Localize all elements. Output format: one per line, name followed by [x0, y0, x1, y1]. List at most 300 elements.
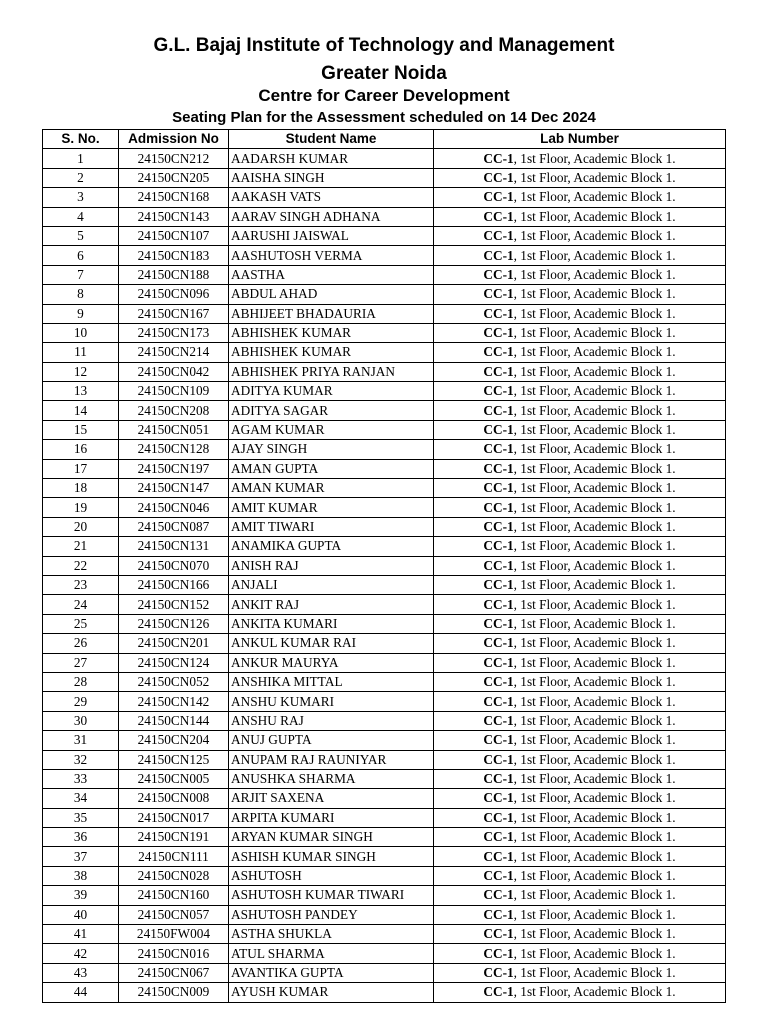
seating-plan-table: [42, 129, 726, 1003]
lab-code: CC-1: [483, 596, 514, 612]
cell-admission-no: 24150CN197: [119, 459, 229, 478]
cell-admission-no: 24150CN028: [119, 866, 229, 885]
cell-admission-no: 24150FW004: [119, 925, 229, 944]
cell-sno: 38: [43, 866, 119, 885]
table-row: [43, 382, 726, 401]
table-row: [43, 731, 726, 750]
lab-code: CC-1: [483, 402, 514, 418]
cell-sno: 35: [43, 808, 119, 827]
lab-location: , 1st Floor, Academic Block 1.: [513, 868, 676, 884]
cell-admission-no: 24150CN205: [119, 168, 229, 187]
cell-sno: 18: [43, 479, 119, 498]
lab-code: CC-1: [483, 305, 514, 321]
cell-student-name: AAKASH VATS: [229, 188, 434, 207]
cell-sno: 22: [43, 556, 119, 575]
cell-student-name: ARPITA KUMARI: [229, 808, 434, 827]
table-row: [43, 963, 726, 982]
lab-location: , 1st Floor, Academic Block 1.: [513, 887, 676, 903]
lab-code: CC-1: [483, 984, 514, 1000]
cell-admission-no: 24150CN167: [119, 304, 229, 323]
cell-admission-no: 24150CN042: [119, 362, 229, 381]
lab-location: , 1st Floor, Academic Block 1.: [513, 848, 676, 864]
cell-admission-no: 24150CN107: [119, 226, 229, 245]
table-row: [43, 537, 726, 556]
lab-code: CC-1: [483, 460, 514, 476]
cell-student-name: ASTHA SHUKLA: [229, 925, 434, 944]
table-row: [43, 828, 726, 847]
lab-location: , 1st Floor, Academic Block 1.: [513, 228, 676, 244]
lab-code: CC-1: [483, 344, 514, 360]
cell-sno: 10: [43, 323, 119, 342]
cell-sno: 33: [43, 769, 119, 788]
table-row: [43, 575, 726, 594]
table-row: [43, 789, 726, 808]
lab-location: , 1st Floor, Academic Block 1.: [513, 422, 676, 438]
lab-location: , 1st Floor, Academic Block 1.: [513, 557, 676, 573]
table-row: [43, 983, 726, 1002]
table-body: [43, 149, 726, 1002]
lab-code: CC-1: [483, 557, 514, 573]
cell-student-name: ABHISHEK KUMAR: [229, 343, 434, 362]
lab-location: , 1st Floor, Academic Block 1.: [513, 441, 676, 457]
cell-sno: 36: [43, 828, 119, 847]
lab-location: , 1st Floor, Academic Block 1.: [513, 635, 676, 651]
lab-code: CC-1: [483, 693, 514, 709]
cell-sno: 17: [43, 459, 119, 478]
cell-sno: 11: [43, 343, 119, 362]
lab-location: , 1st Floor, Academic Block 1.: [513, 247, 676, 263]
cell-sno: 42: [43, 944, 119, 963]
cell-student-name: AARAV SINGH ADHANA: [229, 207, 434, 226]
cell-lab-number: [434, 285, 726, 304]
cell-lab-number: [434, 886, 726, 905]
cell-student-name: AMAN GUPTA: [229, 459, 434, 478]
table-row: [43, 188, 726, 207]
cell-sno: 7: [43, 265, 119, 284]
cell-lab-number: [434, 401, 726, 420]
lab-location: , 1st Floor, Academic Block 1.: [513, 964, 676, 980]
lab-code: CC-1: [483, 519, 514, 534]
cell-admission-no: 24150CN016: [119, 944, 229, 963]
cell-lab-number: [434, 517, 726, 536]
cell-admission-no: 24150CN008: [119, 789, 229, 808]
table-row: [43, 498, 726, 517]
cell-lab-number: [434, 440, 726, 459]
cell-admission-no: 24150CN051: [119, 420, 229, 439]
cell-admission-no: 24150CN201: [119, 634, 229, 653]
cell-sno: 5: [43, 226, 119, 245]
cell-student-name: ANJALI: [229, 575, 434, 594]
cell-admission-no: 24150CN131: [119, 537, 229, 556]
cell-sno: 12: [43, 362, 119, 381]
cell-student-name: AAISHA SINGH: [229, 168, 434, 187]
cell-lab-number: [434, 479, 726, 498]
cell-sno: 29: [43, 692, 119, 711]
cell-student-name: AASTHA: [229, 265, 434, 284]
cell-sno: 40: [43, 905, 119, 924]
cell-lab-number: [434, 653, 726, 672]
cell-admission-no: 24150CN191: [119, 828, 229, 847]
cell-lab-number: [434, 634, 726, 653]
cell-student-name: AMIT KUMAR: [229, 498, 434, 517]
table-row: [43, 343, 726, 362]
cell-sno: 32: [43, 750, 119, 769]
table-row: [43, 672, 726, 691]
cell-admission-no: 24150CN147: [119, 479, 229, 498]
cell-student-name: AMIT TIWARI: [229, 517, 434, 536]
city-title: Greater Noida: [321, 63, 447, 84]
lab-code: CC-1: [483, 809, 514, 825]
table-row: [43, 614, 726, 633]
lab-location: , 1st Floor, Academic Block 1.: [513, 150, 676, 166]
lab-code: CC-1: [483, 577, 514, 593]
cell-admission-no: 24150CN009: [119, 983, 229, 1002]
lab-code: CC-1: [483, 422, 514, 438]
lab-code: CC-1: [483, 150, 514, 166]
lab-location: , 1st Floor, Academic Block 1.: [513, 189, 676, 205]
lab-code: CC-1: [483, 732, 514, 748]
lab-location: , 1st Floor, Academic Block 1.: [513, 790, 676, 806]
cell-sno: 37: [43, 847, 119, 866]
column-header-admission-no: Admission No: [119, 130, 229, 149]
lab-code: CC-1: [483, 945, 514, 961]
column-header-student-name: Student Name: [229, 130, 434, 149]
cell-student-name: ATUL SHARMA: [229, 944, 434, 963]
cell-sno: 26: [43, 634, 119, 653]
cell-admission-no: 24150CN152: [119, 595, 229, 614]
lab-code: CC-1: [483, 964, 514, 980]
table-row: [43, 711, 726, 730]
lab-location: , 1st Floor, Academic Block 1.: [513, 926, 676, 942]
cell-student-name: ANSHIKA MITTAL: [229, 672, 434, 691]
cell-admission-no: 24150CN057: [119, 905, 229, 924]
cell-admission-no: 24150CN087: [119, 517, 229, 536]
cell-lab-number: [434, 207, 726, 226]
cell-admission-no: 24150CN017: [119, 808, 229, 827]
lab-location: , 1st Floor, Academic Block 1.: [513, 169, 676, 185]
lab-location: , 1st Floor, Academic Block 1.: [513, 499, 676, 515]
cell-lab-number: [434, 246, 726, 265]
cell-student-name: ASHISH KUMAR SINGH: [229, 847, 434, 866]
cell-lab-number: [434, 672, 726, 691]
lab-code: CC-1: [483, 712, 514, 728]
table-row: [43, 401, 726, 420]
lab-location: , 1st Floor, Academic Block 1.: [513, 305, 676, 321]
cell-student-name: AADARSH KUMAR: [229, 149, 434, 168]
lab-code: CC-1: [483, 887, 514, 903]
cell-lab-number: [434, 362, 726, 381]
cell-sno: 13: [43, 382, 119, 401]
table-row: [43, 304, 726, 323]
cell-admission-no: 24150CN214: [119, 343, 229, 362]
institute-title: G.L. Bajaj Institute of Technology and Management: [153, 35, 615, 56]
table-row: [43, 653, 726, 672]
cell-student-name: ANKUR MAURYA: [229, 653, 434, 672]
cell-lab-number: [434, 614, 726, 633]
lab-code: CC-1: [483, 480, 514, 496]
cell-sno: 44: [43, 983, 119, 1002]
cell-admission-no: 24150CN052: [119, 672, 229, 691]
table-row: [43, 459, 726, 478]
cell-sno: 25: [43, 614, 119, 633]
cell-lab-number: [434, 750, 726, 769]
lab-location: , 1st Floor, Academic Block 1.: [513, 286, 676, 302]
lab-location: , 1st Floor, Academic Block 1.: [513, 829, 676, 845]
cell-sno: 24: [43, 595, 119, 614]
cell-admission-no: 24150CN109: [119, 382, 229, 401]
lab-location: , 1st Floor, Academic Block 1.: [513, 344, 676, 360]
cell-admission-no: 24150CN124: [119, 653, 229, 672]
lab-location: , 1st Floor, Academic Block 1.: [513, 325, 676, 341]
cell-sno: 2: [43, 168, 119, 187]
table-row: [43, 440, 726, 459]
table-row: [43, 265, 726, 284]
cell-lab-number: [434, 731, 726, 750]
table-row: [43, 362, 726, 381]
cell-lab-number: [434, 983, 726, 1002]
cell-student-name: ANUJ GUPTA: [229, 731, 434, 750]
cell-admission-no: 24150CN128: [119, 440, 229, 459]
table-row: [43, 246, 726, 265]
cell-lab-number: [434, 498, 726, 517]
cell-sno: 3: [43, 188, 119, 207]
cell-sno: 15: [43, 420, 119, 439]
lab-code: CC-1: [483, 751, 514, 767]
cell-lab-number: [434, 847, 726, 866]
cell-admission-no: 24150CN173: [119, 323, 229, 342]
cell-admission-no: 24150CN067: [119, 963, 229, 982]
lab-code: CC-1: [483, 829, 514, 845]
cell-lab-number: [434, 459, 726, 478]
lab-location: , 1st Floor, Academic Block 1.: [513, 674, 676, 690]
table-row: [43, 595, 726, 614]
lab-location: , 1st Floor, Academic Block 1.: [513, 712, 676, 728]
lab-code: CC-1: [483, 383, 514, 399]
cell-lab-number: [434, 265, 726, 284]
cell-admission-no: 24150CN208: [119, 401, 229, 420]
lab-code: CC-1: [483, 286, 514, 302]
table-row: [43, 323, 726, 342]
lab-location: , 1st Floor, Academic Block 1.: [513, 538, 676, 554]
lab-code: CC-1: [483, 654, 514, 670]
cell-student-name: ADITYA KUMAR: [229, 382, 434, 401]
column-header-lab-number: Lab Number: [434, 130, 726, 149]
table-row: [43, 420, 726, 439]
cell-student-name: ASHUTOSH PANDEY: [229, 905, 434, 924]
lab-location: , 1st Floor, Academic Block 1.: [513, 654, 676, 670]
lab-code: CC-1: [483, 848, 514, 864]
cell-sno: 31: [43, 731, 119, 750]
cell-student-name: ARYAN KUMAR SINGH: [229, 828, 434, 847]
cell-sno: 14: [43, 401, 119, 420]
cell-admission-no: 24150CN143: [119, 207, 229, 226]
cell-admission-no: 24150CN070: [119, 556, 229, 575]
lab-code: CC-1: [483, 771, 514, 787]
cell-sno: 6: [43, 246, 119, 265]
cell-admission-no: 24150CN111: [119, 847, 229, 866]
lab-code: CC-1: [483, 169, 514, 185]
cell-admission-no: 24150CN126: [119, 614, 229, 633]
cell-sno: 34: [43, 789, 119, 808]
cell-sno: 20: [43, 517, 119, 536]
lab-location: , 1st Floor, Academic Block 1.: [513, 208, 676, 224]
centre-title: Centre for Career Development: [258, 86, 510, 105]
lab-code: CC-1: [483, 208, 514, 224]
table-row: [43, 847, 726, 866]
lab-code: CC-1: [483, 266, 514, 282]
cell-lab-number: [434, 828, 726, 847]
cell-sno: 4: [43, 207, 119, 226]
table-header-row: [43, 130, 726, 149]
cell-student-name: ANISH RAJ: [229, 556, 434, 575]
cell-sno: 43: [43, 963, 119, 982]
table-row: [43, 517, 726, 536]
cell-lab-number: [434, 556, 726, 575]
lab-code: CC-1: [483, 363, 514, 379]
lab-code: CC-1: [483, 868, 514, 884]
cell-lab-number: [434, 226, 726, 245]
cell-sno: 9: [43, 304, 119, 323]
cell-lab-number: [434, 168, 726, 187]
cell-sno: 28: [43, 672, 119, 691]
cell-lab-number: [434, 692, 726, 711]
lab-location: , 1st Floor, Academic Block 1.: [513, 383, 676, 399]
lab-location: , 1st Floor, Academic Block 1.: [513, 906, 676, 922]
cell-student-name: AASHUTOSH VERMA: [229, 246, 434, 265]
cell-lab-number: [434, 866, 726, 885]
lab-location: , 1st Floor, Academic Block 1.: [513, 363, 676, 379]
cell-sno: 19: [43, 498, 119, 517]
cell-student-name: AARUSHI JAISWAL: [229, 226, 434, 245]
cell-student-name: ABHISHEK PRIYA RANJAN: [229, 362, 434, 381]
lab-location: , 1st Floor, Academic Block 1.: [513, 402, 676, 418]
table-row: [43, 168, 726, 187]
table-row: [43, 692, 726, 711]
cell-sno: 21: [43, 537, 119, 556]
table-row: [43, 925, 726, 944]
lab-code: CC-1: [483, 247, 514, 263]
cell-lab-number: [434, 963, 726, 982]
cell-student-name: ARJIT SAXENA: [229, 789, 434, 808]
cell-student-name: ANAMIKA GUPTA: [229, 537, 434, 556]
cell-admission-no: 24150CN212: [119, 149, 229, 168]
cell-student-name: ABHISHEK KUMAR: [229, 323, 434, 342]
lab-location: , 1st Floor, Academic Block 1.: [513, 596, 676, 612]
seating-plan-title: Seating Plan for the Assessment scheduled on 14 Dec 2024: [172, 109, 596, 126]
cell-sno: 16: [43, 440, 119, 459]
cell-lab-number: [434, 905, 726, 924]
cell-student-name: ANKUL KUMAR RAI: [229, 634, 434, 653]
lab-code: CC-1: [483, 538, 514, 554]
cell-lab-number: [434, 595, 726, 614]
lab-location: , 1st Floor, Academic Block 1.: [513, 615, 676, 631]
cell-student-name: AVANTIKA GUPTA: [229, 963, 434, 982]
lab-location: , 1st Floor, Academic Block 1.: [513, 751, 676, 767]
cell-admission-no: 24150CN160: [119, 886, 229, 905]
table-row: [43, 769, 726, 788]
table-row: [43, 944, 726, 963]
cell-student-name: ANKITA KUMARI: [229, 614, 434, 633]
cell-lab-number: [434, 789, 726, 808]
cell-lab-number: [434, 343, 726, 362]
cell-sno: 27: [43, 653, 119, 672]
cell-sno: 8: [43, 285, 119, 304]
lab-location: , 1st Floor, Academic Block 1.: [513, 266, 676, 282]
cell-admission-no: 24150CN188: [119, 265, 229, 284]
cell-admission-no: 24150CN183: [119, 246, 229, 265]
cell-student-name: ANSHU RAJ: [229, 711, 434, 730]
table-row: [43, 149, 726, 168]
lab-location: , 1st Floor, Academic Block 1.: [513, 771, 676, 787]
cell-lab-number: [434, 769, 726, 788]
cell-admission-no: 24150CN144: [119, 711, 229, 730]
cell-sno: 1: [43, 149, 119, 168]
cell-student-name: ANSHU KUMARI: [229, 692, 434, 711]
table-row: [43, 905, 726, 924]
lab-code: CC-1: [483, 635, 514, 651]
cell-lab-number: [434, 149, 726, 168]
cell-student-name: AJAY SINGH: [229, 440, 434, 459]
cell-sno: 41: [43, 925, 119, 944]
lab-code: CC-1: [483, 790, 514, 806]
cell-student-name: ANUSHKA SHARMA: [229, 769, 434, 788]
cell-student-name: ASHUTOSH KUMAR TIWARI: [229, 886, 434, 905]
cell-student-name: AYUSH KUMAR: [229, 983, 434, 1002]
cell-admission-no: 24150CN005: [119, 769, 229, 788]
cell-sno: 30: [43, 711, 119, 730]
cell-student-name: ADITYA SAGAR: [229, 401, 434, 420]
column-header-sno: S. No.: [43, 130, 119, 149]
cell-student-name: AGAM KUMAR: [229, 420, 434, 439]
cell-student-name: ABDUL AHAD: [229, 285, 434, 304]
cell-lab-number: [434, 711, 726, 730]
lab-location: , 1st Floor, Academic Block 1.: [513, 693, 676, 709]
table-row: [43, 886, 726, 905]
cell-admission-no: 24150CN204: [119, 731, 229, 750]
table-row: [43, 866, 726, 885]
table-row: [43, 808, 726, 827]
lab-code: CC-1: [483, 325, 514, 341]
table-row: [43, 285, 726, 304]
cell-admission-no: 24150CN096: [119, 285, 229, 304]
cell-lab-number: [434, 537, 726, 556]
cell-lab-number: [434, 323, 726, 342]
cell-lab-number: [434, 420, 726, 439]
cell-sno: 39: [43, 886, 119, 905]
lab-code: CC-1: [483, 906, 514, 922]
cell-lab-number: [434, 382, 726, 401]
lab-location: , 1st Floor, Academic Block 1.: [513, 809, 676, 825]
table-row: [43, 226, 726, 245]
table-row: [43, 479, 726, 498]
lab-location: , 1st Floor, Academic Block 1.: [513, 577, 676, 593]
lab-code: CC-1: [483, 228, 514, 244]
cell-student-name: ASHUTOSH: [229, 866, 434, 885]
cell-student-name: AMAN KUMAR: [229, 479, 434, 498]
lab-location: , 1st Floor, Academic Block 1.: [513, 460, 676, 476]
lab-code: CC-1: [483, 499, 514, 515]
cell-lab-number: [434, 925, 726, 944]
lab-code: CC-1: [483, 441, 514, 457]
lab-location: , 1st Floor, Academic Block 1.: [513, 519, 676, 534]
cell-lab-number: [434, 575, 726, 594]
cell-admission-no: 24150CN142: [119, 692, 229, 711]
lab-location: , 1st Floor, Academic Block 1.: [513, 945, 676, 961]
cell-lab-number: [434, 304, 726, 323]
cell-lab-number: [434, 808, 726, 827]
lab-location: , 1st Floor, Academic Block 1.: [513, 480, 676, 496]
cell-lab-number: [434, 944, 726, 963]
